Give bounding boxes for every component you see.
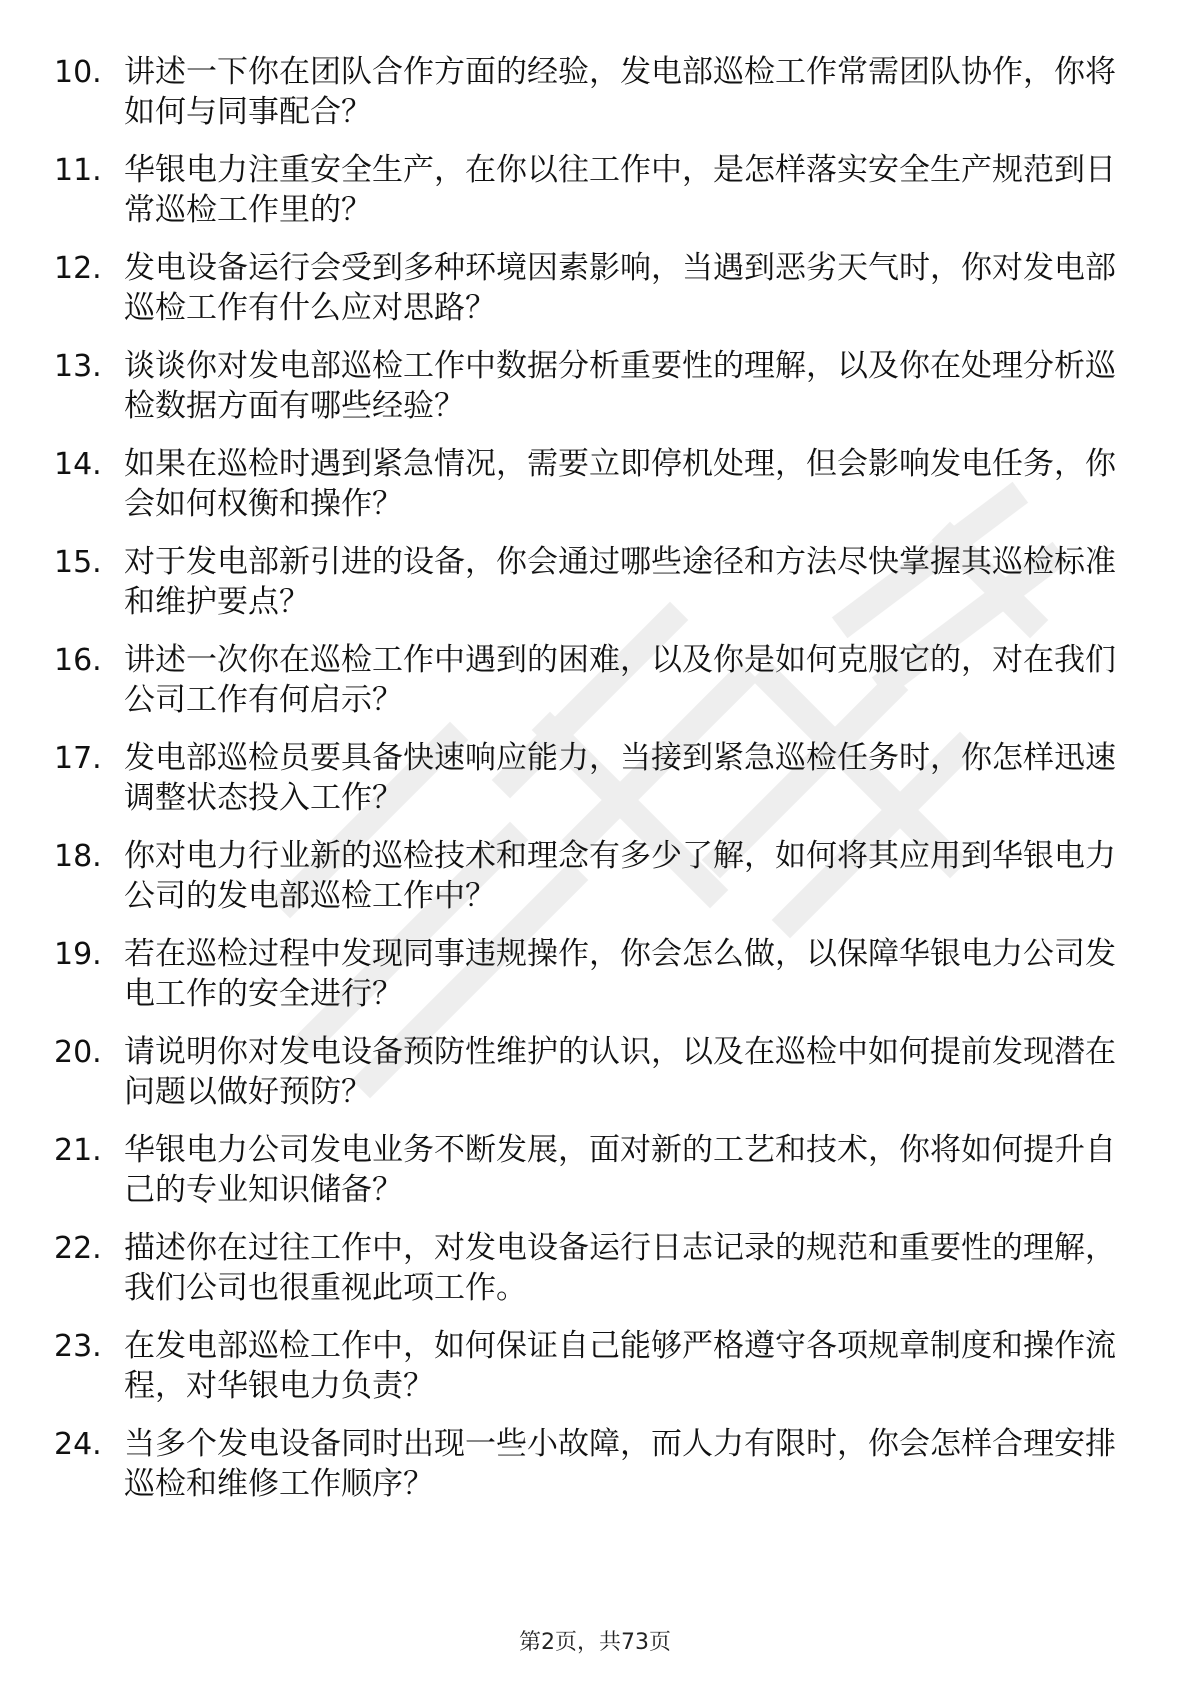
question-number: 24. bbox=[54, 1427, 102, 1462]
question-number: 18. bbox=[54, 839, 102, 874]
question-item bbox=[0, 734, 1190, 832]
question-text: 你对电力行业新的巡检技术和理念有多少了解，如何将其应用到华银电力公司的发电部巡检工作中？ bbox=[124, 838, 1116, 914]
question-item bbox=[0, 1322, 1190, 1420]
question-number: 17. bbox=[54, 741, 102, 776]
question-text: 华银电力公司发电业务不断发展，面对新的工艺和技术，你将如何提升自己的专业知识储备？ bbox=[124, 1132, 1116, 1208]
question-number: 10. bbox=[54, 55, 102, 90]
question-number: 11. bbox=[54, 153, 102, 188]
question-text: 讲述一下你在团队合作方面的经验，发电部巡检工作常需团队协作，你将如何与同事配合？ bbox=[124, 54, 1116, 130]
question-number: 13. bbox=[54, 349, 102, 384]
question-item bbox=[0, 636, 1190, 734]
question-number: 21. bbox=[54, 1133, 102, 1168]
question-item bbox=[0, 1224, 1190, 1322]
question-text: 如果在巡检时遇到紧急情况，需要立即停机处理，但会影响发电任务，你会如何权衡和操作？ bbox=[124, 446, 1116, 522]
question-text: 若在巡检过程中发现同事违规操作，你会怎么做，以保障华银电力公司发电工作的安全进行？ bbox=[124, 936, 1116, 1012]
question-item bbox=[0, 1420, 1190, 1518]
question-text: 描述你在过往工作中，对发电设备运行日志记录的规范和重要性的理解，我们公司也很重视此项工作。 bbox=[124, 1230, 1116, 1306]
question-item bbox=[0, 832, 1190, 930]
question-item bbox=[0, 146, 1190, 244]
question-text: 发电部巡检员要具备快速响应能力，当接到紧急巡检任务时，你怎样迅速调整状态投入工作？ bbox=[124, 740, 1116, 816]
question-text: 谈谈你对发电部巡检工作中数据分析重要性的理解，以及你在处理分析巡检数据方面有哪些经验？ bbox=[124, 348, 1116, 424]
question-text: 请说明你对发电设备预防性维护的认识，以及在巡检中如何提前发现潜在问题以做好预防？ bbox=[124, 1034, 1116, 1110]
question-item bbox=[0, 538, 1190, 636]
page-footer: 第2页，共73页 bbox=[519, 1630, 671, 1655]
question-text: 当多个发电设备同时出现一些小故障，而人力有限时，你会怎样合理安排巡检和维修工作顺序？ bbox=[124, 1426, 1116, 1502]
question-number: 12. bbox=[54, 251, 102, 286]
question-item bbox=[0, 1126, 1190, 1224]
question-text: 在发电部巡检工作中，如何保证自己能够严格遵守各项规章制度和操作流程，对华银电力负责？ bbox=[124, 1328, 1116, 1404]
question-list bbox=[0, 48, 1190, 1518]
question-item bbox=[0, 1028, 1190, 1126]
question-item bbox=[0, 930, 1190, 1028]
question-item bbox=[0, 48, 1190, 146]
question-item bbox=[0, 244, 1190, 342]
question-number: 16. bbox=[54, 643, 102, 678]
question-text: 发电设备运行会受到多种环境因素影响，当遇到恶劣天气时，你对发电部巡检工作有什么应对思路？ bbox=[124, 250, 1116, 326]
question-text: 对于发电部新引进的设备，你会通过哪些途径和方法尽快掌握其巡检标准和维护要点？ bbox=[124, 544, 1116, 620]
question-number: 20. bbox=[54, 1035, 102, 1070]
question-number: 19. bbox=[54, 937, 102, 972]
question-number: 14. bbox=[54, 447, 102, 482]
question-item bbox=[0, 342, 1190, 440]
question-text: 华银电力注重安全生产，在你以往工作中，是怎样落实安全生产规范到日常巡检工作里的？ bbox=[124, 152, 1116, 228]
question-number: 23. bbox=[54, 1329, 102, 1364]
question-number: 15. bbox=[54, 545, 102, 580]
question-text: 讲述一次你在巡检工作中遇到的困难，以及你是如何克服它的，对在我们公司工作有何启示？ bbox=[124, 642, 1116, 718]
question-item bbox=[0, 440, 1190, 538]
question-number: 22. bbox=[54, 1231, 102, 1266]
